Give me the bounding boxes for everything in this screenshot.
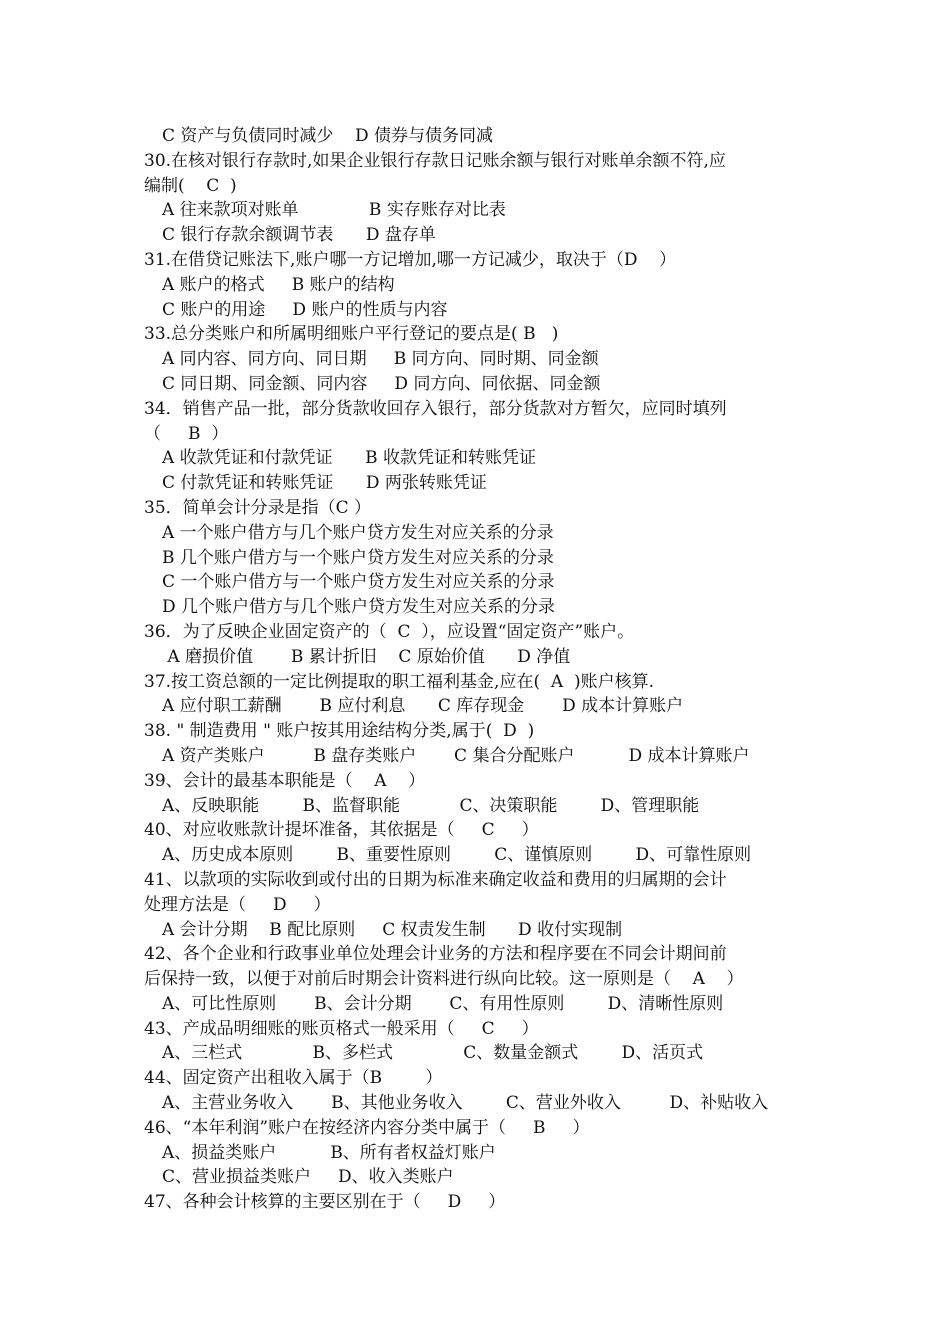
option-line: B 几个账户借方与一个账户贷方发生对应关系的分录 bbox=[162, 547, 554, 568]
question-line: 41、以款项的实际收到或付出的日期为标准来确定收益和费用的归属期的会计 bbox=[144, 869, 727, 890]
question-line: 42、各个企业和行政事业单位处理会计业务的方法和程序要在不同会计期间前 bbox=[144, 944, 727, 965]
question-line: 46、“本年利润”账户在按经济内容分类中属于（ B ） bbox=[144, 1117, 590, 1138]
document-page bbox=[144, 124, 824, 1215]
question-line: 编制( C ) bbox=[144, 175, 237, 196]
option-line: C 银行存款余额调节表 D 盘存单 bbox=[162, 225, 436, 246]
question-line: 44、固定资产出租收入属于（B ） bbox=[144, 1068, 443, 1089]
option-line: A、反映职能 B、监督职能 C、决策职能 D、管理职能 bbox=[162, 795, 700, 816]
option-line: A 磨损价值 B 累计折旧 C 原始价值 D 净值 bbox=[162, 646, 571, 667]
option-line: C 同日期、同金额、同内容 D 同方向、同依据、同金额 bbox=[162, 373, 601, 394]
question-line: 33.总分类账户和所属明细账户平行登记的要点是( B ) bbox=[144, 324, 559, 345]
option-line: A、三栏式 B、多栏式 C、数量金额式 D、活页式 bbox=[162, 1043, 704, 1064]
option-line: A 往来款项对账单 B 实存账存对比表 bbox=[162, 200, 506, 221]
option-line: A 应付职工薪酬 B 应付利息 C 库存现金 D 成本计算账户 bbox=[162, 696, 684, 717]
question-line: 47、各种会计核算的主要区别在于（ D ） bbox=[144, 1192, 506, 1213]
question-line: （ B ） bbox=[144, 423, 229, 444]
option-line: C 付款凭证和转账凭证 D 两张转账凭证 bbox=[162, 473, 487, 494]
question-line: 40、对应收账款计提坏准备，其依据是（ C ） bbox=[144, 820, 539, 841]
option-line: D 几个账户借方与几个账户贷方发生对应关系的分录 bbox=[162, 597, 556, 618]
question-line: 43、产成品明细账的账页格式一般采用（ C ） bbox=[144, 1018, 539, 1039]
option-line: C、营业损益类账户 D、收入类账户 bbox=[162, 1167, 454, 1188]
question-line: 38. " 制造费用 " 账户按其用途结构分类,属于( D ) bbox=[144, 721, 535, 742]
option-line: A 一个账户借方与几个账户贷方发生对应关系的分录 bbox=[162, 522, 554, 543]
option-line: A、历史成本原则 B、重要性原则 C、谨慎原则 D、可靠性原则 bbox=[162, 845, 752, 866]
option-line: A、损益类账户 B、所有者权益灯账户 bbox=[162, 1142, 496, 1163]
question-line: 后保持一致，以便于对前后时期会计资料进行纵向比较。这一原则是（ A ） bbox=[144, 969, 744, 990]
question-line: 37.按工资总额的一定比例提取的职工福利基金,应在( A )账户核算. bbox=[144, 671, 654, 692]
option-line: C 资产与负债同时减少 D 债券与债务同减 bbox=[162, 126, 494, 146]
option-line: A 资产类账户 B 盘存类账户 C 集合分配账户 D 成本计算账户 bbox=[162, 745, 750, 766]
question-line: 处理方法是（ D ） bbox=[144, 894, 331, 915]
option-line: A 会计分期 B 配比原则 C 权责发生制 D 收付实现制 bbox=[162, 919, 623, 940]
question-line: 34．销售产品一批，部分货款收回存入银行，部分货款对方暂欠，应同时填列 bbox=[144, 398, 727, 419]
question-line: 36．为了反映企业固定资产的（ C ），应设置“固定资产”账户。 bbox=[144, 621, 635, 642]
option-line: A、可比性原则 B、会计分期 C、有用性原则 D、清晰性原则 bbox=[162, 993, 724, 1014]
option-line: C 一个账户借方与一个账户贷方发生对应关系的分录 bbox=[162, 572, 555, 593]
question-line: 30.在核对银行存款时,如果企业银行存款日记账余额与银行对账单余额不符,应 bbox=[144, 150, 726, 171]
question-line: 35．简单会计分录是指（C ） bbox=[144, 497, 372, 518]
question-line: 31.在借贷记账法下,账户哪一方记增加,哪一方记减少，取决于（D ） bbox=[144, 249, 677, 270]
option-line: A 同内容、同方向、同日期 B 同方向、同时期、同金额 bbox=[162, 349, 599, 370]
option-line: C 账户的用途 D 账户的性质与内容 bbox=[162, 299, 448, 320]
option-line: A、主营业务收入 B、其他业务收入 C、营业外收入 D、补贴收入 bbox=[162, 1093, 769, 1114]
question-line: 39、会计的最基本职能是（ A ） bbox=[144, 770, 426, 791]
option-line: A 账户的格式 B 账户的结构 bbox=[162, 274, 395, 295]
option-line: A 收款凭证和付款凭证 B 收款凭证和转账凭证 bbox=[162, 448, 536, 469]
